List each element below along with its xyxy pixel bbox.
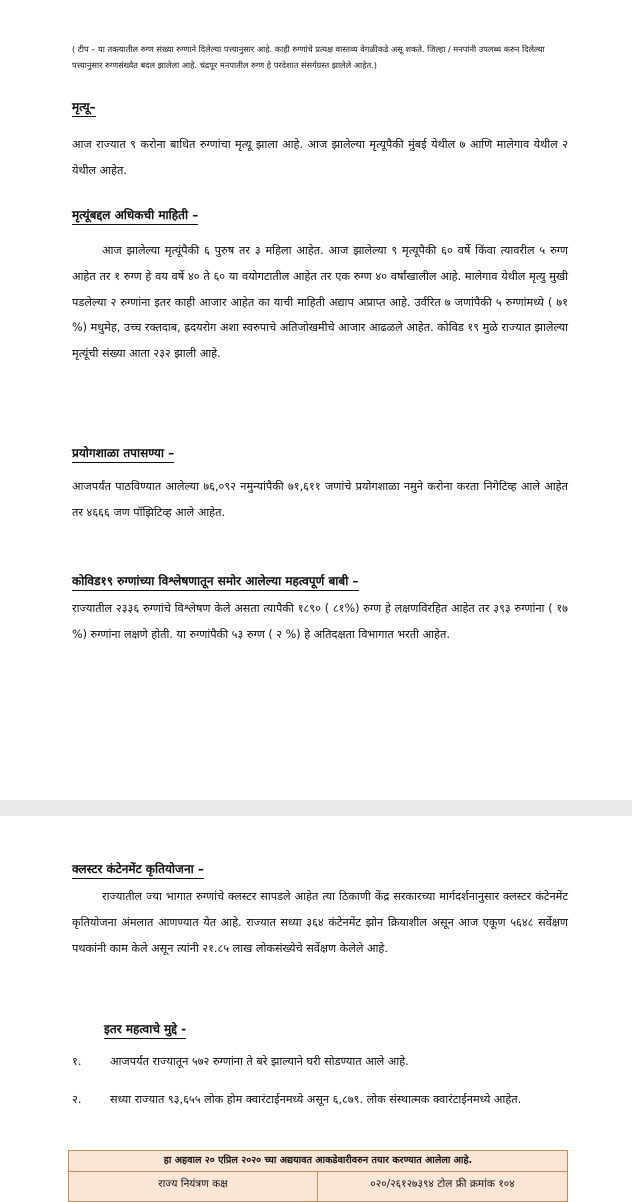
table-note: ( टीप – या तक्त्यातील रुग्ण संख्या रुग्णाने दिलेल्या पत्त्यानुसार आहे. काही रुग्णांचे प्रत्यक्ष वास्तव्य वेगळीकडे असू शकते. जिल्हा / मनपांनी उपलब्ध करुन दिलेल्या पत्त्यानुसार रुग्णसंख्येत बदल झालेला आहे. चंद्रपूर मनपातील रुग्ण हे परदेशात संसर्गग्रस्त झालेले आहेत.) (72, 44, 545, 70)
list-item-number: १. (72, 1055, 82, 1068)
analysis-text: राज्यातील २३३६ रुग्णांचे विश्लेषण केले असता त्यापैकी १८९० ( ८१%) रुग्ण हे लक्षणविरहित आहेत तर ३९३ रुग्णांना ( १७ %) रुग्णांना लक्षणे होती. या रुग्णांपैकी ५३ रुग्ण ( २ %) हे अतिदक्षता विभागात भरती आहेत. (72, 602, 568, 641)
list-item-text: आजपर्यंत राज्यातून ५७२ रुग्णांना ते बरे झाल्याने घरी सोडण्यात आले आहे. (110, 1055, 409, 1068)
lab-tests-heading: प्रयोगशाळा तपासण्या – (72, 444, 174, 463)
contact-number: ०२०/२६१२७३९४ टोल फ्री क्रमांक १०४ (370, 1178, 515, 1190)
list-item-number: २. (72, 1093, 82, 1106)
page-separator (0, 800, 632, 816)
death-details-heading: मृत्यूंबद्दल अधिकची माहिती – (72, 206, 198, 225)
control-room-label: राज्य नियंत्रण कक्ष (69, 1172, 318, 1201)
report-date-line: हा अहवाल २० एप्रिल २०२० च्या अद्ययावत आकडेवारीवरुन तयार करण्यात आलेला आहे. (69, 1151, 567, 1172)
list-item-text: सध्या राज्यात ९३,६५५ लोक होम क्वारंटाईनमध्ये असून ६,८७९. लोक संस्थात्मक क्वारंटाईनमध्ये आहेत. (110, 1093, 522, 1106)
cluster-heading: क्लस्टर कंटेनमेंट कृतियोजना – (72, 860, 204, 879)
deaths-heading: मृत्यू– (72, 98, 96, 117)
cluster-text: राज्यातील ज्या भागात रुग्णांचे क्लस्टर सापडले आहेत त्या ठिकाणी केंद्र सरकारच्या मार्गदर्शनानुसार क्लस्टर कंटेनमेंट कृतियोजना अंमलात आणण्यात येत आहे. राज्यात सध्या ३६४ कंटेनमेंट झोन क्रियाशील असून आज एकूण ५६४८ सर्वेक्षण पथकांनी काम केले असून त्यांनी २१.८५ लाख लोकसंख्येचे सर्वेक्षण केलेले आहे. (72, 890, 568, 955)
death-details-text: आज झालेल्या मृत्यूंपैकी ६ पुरुष तर ३ महिला आहेत. आज झालेल्या ९ मृत्यूपैकी ६० वर्षे किंवा त्यावरील ५ रुग्ण आहेत तर १ रुग्ण हे वय वर्षे ४० ते ६० या वयोगटातील आहेत तर एक रुग्ण ४० वर्षांखालील आहे. मालेगाव येथील मृत्यु मुखी पडलेल्या २ रुग्णांना इतर काही आजार आहेत का याची माहिती अद्याप अप्राप्त आहे. उर्वरित ७ जणांपैकी ५ रुग्णांमध्ये ( ७१ %) मधुमेह, उच्च रक्तदाब, ह्रदयरोग अशा स्वरुपाचे अतिजोखमीचे आजार आढळले आहेत. कोविड १९ मुळे राज्यात झालेल्या मृत्यूंची संख्या आता २३२ झाली आहे. (72, 244, 568, 361)
lab-tests-text: आजपर्यंत पाठविण्यात आलेल्या ७६,०९२ नमुन्यांपैकी ७१,६११ जणांचे प्रयोगशाळा नमुने करोना करता निगेटिव्ह आले आहेत तर ४६६६ जण पॉझिटिव्ह आले आहेत. (72, 480, 568, 519)
analysis-heading: कोविड१९ रुग्णांच्या विश्लेषणातून समोर आलेल्या महत्वपूर्ण बाबी – (72, 572, 359, 591)
footer-info-table (68, 1150, 568, 1202)
other-points-heading: इतर महत्वाचे मुद्दे - (104, 1020, 186, 1039)
deaths-text: आज राज्यात ९ करोना बाधित रुग्णांचा मृत्यू झाला आहे. आज झालेल्या मृत्यूपैकी मुंबई येथील ७ आणि मालेगाव येथील २ येथील आहेत. (72, 138, 568, 177)
